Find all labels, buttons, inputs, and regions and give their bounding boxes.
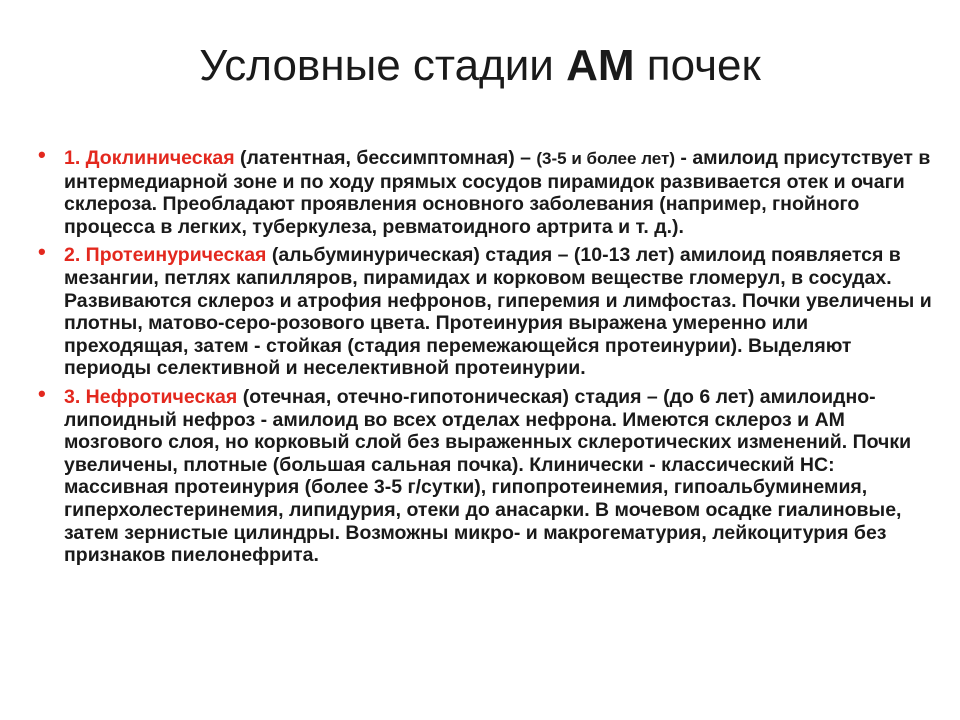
bullet-marker: • (38, 142, 46, 167)
bullet-stage-3 (32, 380, 932, 567)
stage-paren: (отечная, отечно-гипотоническая) стадия – (до 6 лет) (237, 385, 760, 408)
bullet-list (32, 142, 932, 573)
stage-name: 1. Доклиническая (64, 147, 235, 169)
stage-text: - амилоид присутствует в интермедиарной зоне и по ходу прямых сосудов пирамидок развивается отек и очаги склероза. Преобладают проявления основного заболевания (например, гнойного процесса в легких, туберкулеза, ревматоидного артрита и т. д.). (64, 147, 931, 238)
title-bold: АМ (566, 41, 635, 90)
stage-dash: – (514, 147, 537, 169)
stage-duration: (3-5 и более лет) (536, 149, 675, 168)
bullet-stage-2 (32, 239, 932, 380)
stage-name: 2. Протеинурическая (64, 244, 267, 267)
slide-title (0, 38, 960, 94)
bullet-marker: • (38, 239, 46, 265)
title-suffix: почек (634, 41, 761, 90)
stage-text: амилоид появляется в мезангии, петлях капилляров, пирамидах и корковом веществе гломерул, в сосудах. Развиваются склероз и атрофия нефронов, гиперемия и лимфостаз. Почки увеличены и плотны, матово-серо-розового цвета. Протеинурия выражена умеренно или преходящая, затем - стойкая (стадия перемежающейся протеинурии). Выделяют периоды селективной и неселективной протеинурии. (64, 244, 932, 380)
title-prefix: Условные стадии (199, 41, 567, 90)
stage-paren: (латентная, бессимптомная) (234, 147, 515, 169)
stage-paren: (альбуминурическая) стадия – (10-13 лет) (266, 244, 675, 267)
nephrosis-term: амилоидно-липоидный нефроз (64, 385, 876, 431)
bullet-marker: • (38, 380, 46, 406)
stage-text: - амилоид во всех отделах нефрона. Имеются склероз и АМ мозгового слоя, но корковый слой без выраженных склеротических изменений. Почки увеличены, плотные (большая сальная почка). Клинически - классический НС: массивная протеинурия (более 3-5 г/сутки), гипопротеинемия, гипоальбуминемия, гиперхолестеринемия, липидурия, отеки до анасарки. В мочевом осадке гиалиновые, затем зернистые цилиндры. Возможны микро- и макрогематурия, лейкоцитурия без признаков пиелонефрита. (64, 408, 912, 567)
bullet-stage-1 (32, 142, 932, 238)
stage-name: 3. Нефротическая (64, 385, 238, 408)
